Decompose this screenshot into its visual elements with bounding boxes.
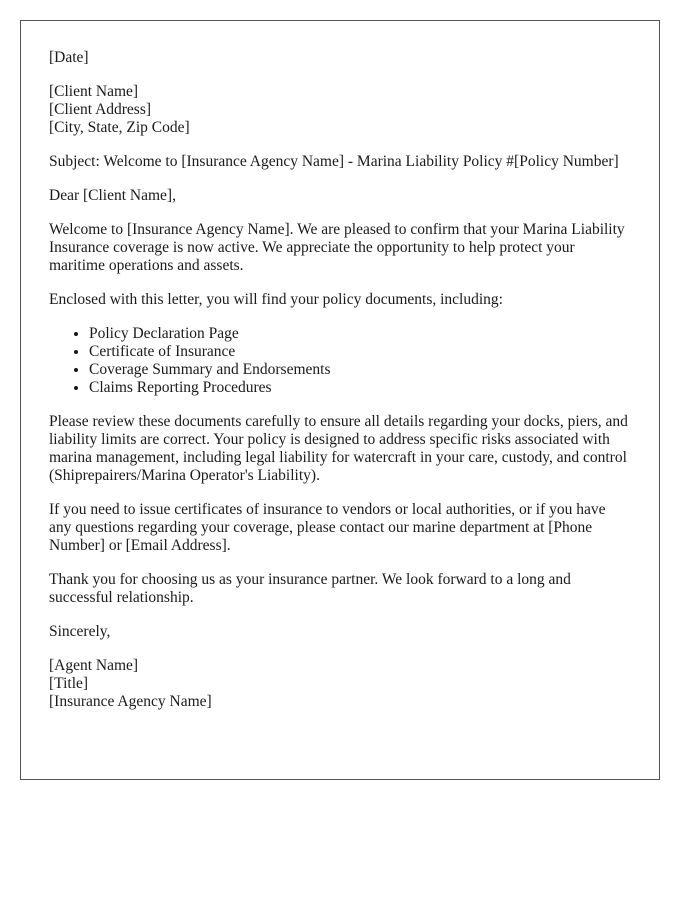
letter-salutation: Dear [Client Name], bbox=[49, 187, 176, 204]
review-paragraph: Please review these documents carefully to ensure all details regarding your docks, piers, and liability limits are correct. Your policy is designed to address specific risks associated with marina management, including legal liability for watercraft in your care, custody, and control (Shiprepairers/Marina Operator's Liability). bbox=[49, 413, 628, 484]
contact-paragraph: If you need to issue certificates of insurance to vendors or local authorities, or if you have any questions regarding your coverage, please contact our marine department at [Phone Number] or [Email Address]. bbox=[49, 501, 606, 554]
agent-name: [Agent Name] bbox=[49, 657, 139, 674]
enclosures-intro: Enclosed with this letter, you will find your policy documents, including: bbox=[49, 291, 503, 308]
recipient-address: [Client Address] bbox=[49, 101, 152, 118]
letter-closing: Sincerely, bbox=[49, 623, 111, 640]
enclosure-item: • Policy Declaration Page bbox=[89, 325, 631, 343]
recipient-city-state-zip: [City, State, Zip Code] bbox=[49, 119, 190, 136]
enclosure-item: • Coverage Summary and Endorsements bbox=[89, 361, 631, 379]
thank-you-paragraph: Thank you for choosing us as your insurance partner. We look forward to a long and successful relationship. bbox=[49, 571, 571, 606]
enclosure-item: • Claims Reporting Procedures bbox=[89, 379, 631, 397]
agent-title: [Title] bbox=[49, 675, 89, 692]
signature-block bbox=[49, 657, 631, 711]
recipient-name: [Client Name] bbox=[49, 83, 139, 100]
enclosures-list bbox=[49, 325, 631, 397]
letter-subject: Subject: Welcome to [Insurance Agency Name] - Marina Liability Policy #[Policy Number] bbox=[49, 153, 619, 170]
letter-page bbox=[20, 20, 660, 780]
welcome-paragraph: Welcome to [Insurance Agency Name]. We are pleased to confirm that your Marina Liability Insurance coverage is now active. We appreciate the opportunity to help protect your maritime operations and assets. bbox=[49, 221, 625, 274]
agency-name: [Insurance Agency Name] bbox=[49, 693, 212, 710]
recipient-address-block bbox=[49, 83, 631, 137]
enclosure-item: • Certificate of Insurance bbox=[89, 343, 631, 361]
letter-date: [Date] bbox=[49, 49, 89, 66]
